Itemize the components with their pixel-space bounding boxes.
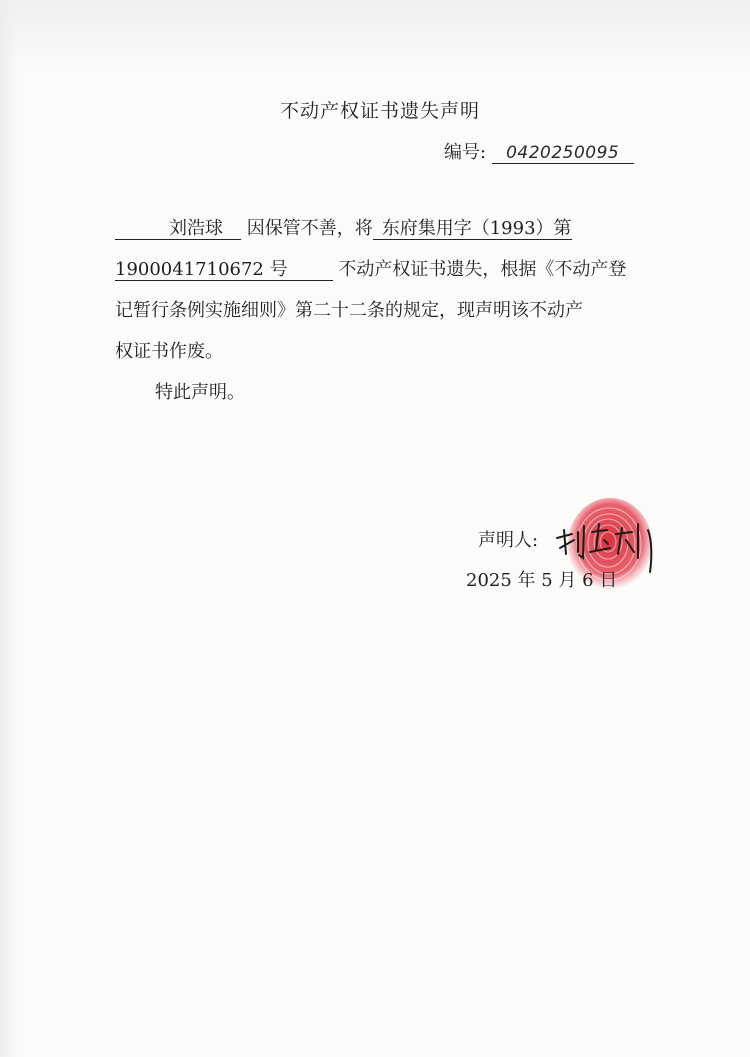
scan-shadow-left [0, 0, 18, 1057]
declaration-date: 2025 年 5 月 6 日 [466, 570, 618, 591]
certificate-number: 1900041710672 号 [115, 259, 288, 280]
body-line-3: 记暂行条例实施细则》第二十二条的规定，现声明该不动产 [115, 300, 583, 321]
scan-shadow-top [0, 0, 750, 70]
body-line-2 [115, 249, 655, 290]
number-label: 编号: [444, 142, 487, 163]
closing-statement: 特此声明。 [155, 382, 245, 403]
owner-name-field [115, 218, 241, 240]
body-text-2: 不动产权证书遗失，根据《不动产登 [338, 259, 627, 280]
document-title: 不动产权证书遗失声明 [279, 100, 480, 122]
document-number-row [444, 138, 634, 164]
certificate-number-field [115, 259, 333, 281]
body-line-1 [115, 208, 655, 249]
certificate-prefix: 东府集用字（1993）第 [373, 218, 572, 240]
body-line-4: 权证书作废。 [115, 341, 223, 362]
number-value: 0420250095 [492, 143, 634, 164]
declaration-body [115, 208, 655, 413]
declarant-label: 声明人: [478, 530, 539, 551]
body-text-1: 因保管不善，将 [246, 218, 373, 239]
owner-name: 刘浩球 [169, 218, 223, 239]
